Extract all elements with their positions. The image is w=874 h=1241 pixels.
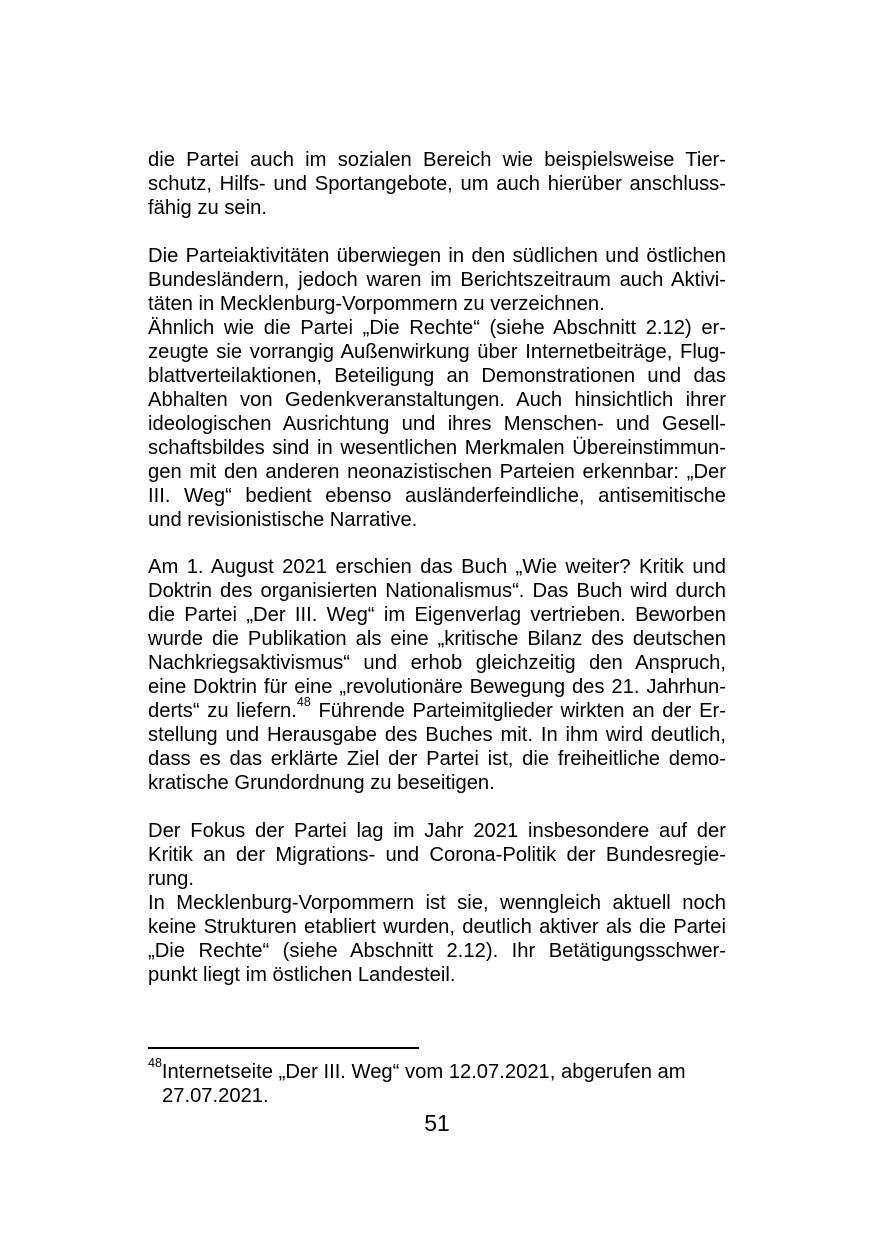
body-line-with-footnote (148, 695, 726, 723)
body-line: Nachkriegsaktivismus“ und erhob gleichzeitig den Anspruch, (148, 652, 726, 674)
body-text: derts“ zu liefern. (148, 700, 297, 722)
body-line: Kritik an der Migrations- und Corona-Politik der Bundesregie- (148, 844, 726, 866)
body-line: blattverteilaktionen, Beteiligung an Demonstrationen und das (148, 365, 726, 387)
body-line: Die Parteiaktivitäten überwiegen in den südlichen und östlichen (148, 245, 726, 267)
body-line: eine Doktrin für eine „revolutionäre Bewegung des 21. Jahrhun- (148, 676, 726, 698)
body-line: Bundesländern, jedoch waren im Berichtszeitraum auch Aktivi- (148, 269, 726, 291)
body-line: rung. (148, 868, 195, 890)
body-line: die Partei „Der III. Weg“ im Eigenverlag vertrieben. Beworben (148, 604, 726, 626)
body-line: gen mit den anderen neonazistischen Parteien erkennbar: „Der (148, 461, 726, 483)
body-line: wurde die Publikation als eine „kritische Bilanz des deutschen (148, 628, 726, 650)
body-line: kratische Grundordnung zu beseitigen. (148, 772, 495, 794)
body-line: täten in Mecklenburg-Vorpommern zu verzeichnen. (148, 293, 605, 315)
body-line: Der Fokus der Partei lag im Jahr 2021 insbesondere auf der (148, 820, 726, 842)
body-line: „Die Rechte“ (siehe Abschnitt 2.12). Ihr Betätigungsschwer- (148, 940, 726, 962)
body-line: ideologischen Ausrichtung und ihres Menschen- und Gesell- (148, 413, 726, 435)
body-text: Führende Parteimitglieder wirkten an der Er- (310, 700, 726, 722)
body-line: III. Weg“ bedient ebenso ausländerfeindliche, antisemitische (148, 485, 726, 507)
footnote-reference[interactable]: 48 (296, 695, 311, 710)
footnote-continuation: 27.07.2021. (162, 1085, 269, 1107)
footnote-text: Internetseite „Der III. Weg“ vom 12.07.2021, abgerufen am (161, 1061, 686, 1083)
body-line: dass es das erklärte Ziel der Partei ist, die freiheitliche demo- (148, 748, 726, 770)
body-line: keine Strukturen etabliert wurden, deutlich aktiver als die Partei (148, 916, 726, 938)
body-line: schaftsbildes sind in wesentlichen Merkmalen Übereinstimmun- (148, 437, 726, 459)
body-line: Ähnlich wie die Partei „Die Rechte“ (siehe Abschnitt 2.12) er- (148, 317, 726, 339)
body-line: Doktrin des organisierten Nationalismus“. Das Buch wird durch (148, 580, 726, 602)
body-line: die Partei auch im sozialen Bereich wie beispielsweise Tier- (148, 149, 726, 171)
body-line: Am 1. August 2021 erschien das Buch „Wie weiter? Kritik und (148, 556, 726, 578)
body-line: stellung und Herausgabe des Buches mit. In ihm wird deutlich, (148, 724, 726, 746)
body-line: In Mecklenburg-Vorpommern ist sie, wenngleich aktuell noch (148, 892, 726, 914)
page-number: 51 (424, 1110, 450, 1136)
body-line: fähig zu sein. (148, 197, 267, 219)
body-line: punkt liegt im östlichen Landesteil. (148, 964, 456, 986)
footnote-number: 48 (148, 1056, 162, 1071)
body-line: und revisionistische Narrative. (148, 509, 418, 531)
body-line: Abhalten von Gedenkveranstaltungen. Auch hinsichtlich ihrer (148, 389, 726, 411)
body-line: zeugte sie vorrangig Außenwirkung über Internetbeiträge, Flug- (148, 341, 726, 363)
body-line: schutz, Hilfs- und Sportangebote, um auch hierüber anschluss- (148, 173, 726, 195)
footnote-separator (148, 1047, 419, 1049)
footnote (148, 1056, 686, 1084)
